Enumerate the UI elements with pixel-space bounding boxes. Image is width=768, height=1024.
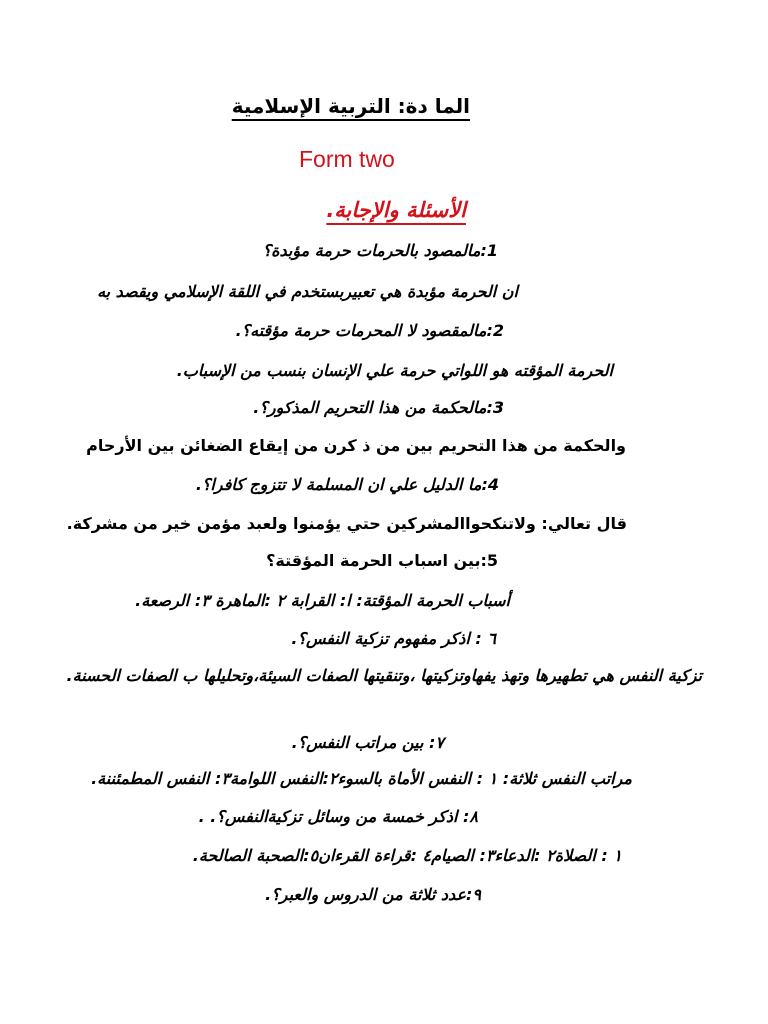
form-title: Form two <box>299 146 395 172</box>
answer-8: ١ : الصلاة٢ :الدعاء٣: الصيام٤ :قراءة القرءان٥:الصحبة الصالحة. <box>192 846 622 865</box>
question-7: ٧: بين مراتب النفس؟. <box>291 733 444 752</box>
answer-6: تزكية النفس هي تطهيرها وتهذ يفهاوتزكيتها ،وتنقيتها الصفات السيئة،وتحليلها ب الصفات الحسنة. <box>66 666 702 685</box>
question-3: 3:مالحكمة من هذا التحريم المذكور؟. <box>253 398 504 417</box>
answer-1: ان الحرمة مؤبدة هي تعبيربستخدم في اللقة الإسلامي ويقصد به <box>97 282 518 301</box>
question-6: ٦ : اذكر مفهوم تزكية النفس؟. <box>291 629 496 648</box>
question-5: 5:بين اسباب الحرمة المؤقتة؟ <box>266 551 498 570</box>
question-2: 2:مالمقصود لا المحرمات حرمة مؤقته؟. <box>235 321 504 340</box>
subject-title: الما دة: التربية الإسلامية <box>231 94 470 118</box>
answer-5: أسباب الحرمة المؤقتة: ا: القرابة ٢ :الماهرة ٣: الرصعة. <box>135 591 510 610</box>
question-4: 4:ما الدليل علي ان المسلمة لا تتزوج كافرا؟. <box>195 475 499 494</box>
answer-2: الحرمة المؤقته هو اللواتي حرمة علي الإنسان بنسب من الإسباب. <box>176 361 613 380</box>
qa-heading: الأسئلة والإجابة. <box>326 198 466 222</box>
answer-7: مراتب النفس ثلاثة: ١ : النفس الأماة بالسوء٢:النفس اللوامة٣: النفس المطمئننة. <box>91 769 632 788</box>
answer-4: قال تعالي: ولاتنكحواالمشركين حتي يؤمنوا ولعبد مؤمن خير من مشركة. <box>66 514 627 533</box>
question-9: ٩:عدد ثلاثة من الدروس والعبر؟. <box>265 885 481 904</box>
question-8: ٨: اذكر خمسة من وسائل تزكيةالنفس؟. . <box>198 807 478 826</box>
answer-3: والحكمة من هذا التحريم بين من ذ كرن من إيقاع الضغائن بين الأرحام <box>86 436 626 455</box>
question-1: 1:مالمصود بالحرمات حرمة مؤبدة؟ <box>262 241 498 260</box>
